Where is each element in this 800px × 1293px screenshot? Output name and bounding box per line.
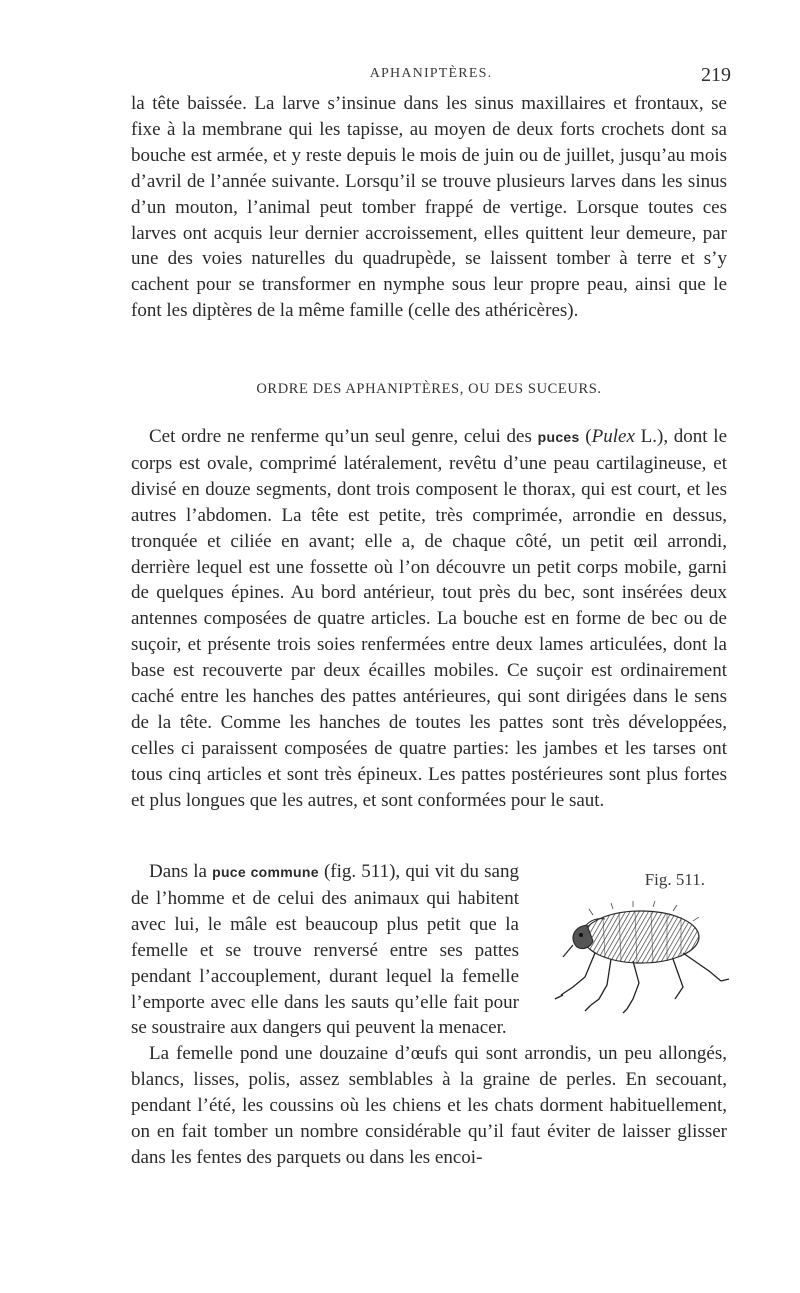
keyword-puces: puces [537,429,580,445]
paragraph-order-description [131,424,727,814]
flea-head [563,925,593,957]
paragraph-larva [131,91,727,324]
text-run: L.), dont le corps est ovale, comprimé latéralement, revêtu d’une peau cartilagineuse, et divisé en douze segments, dont trois composent le thorax, qui est court, et les autres l’abdomen. La tête est petite, très comprimée, arrondie en dessus, tronquée et ciliée en avant; elle a, de chaque côté, un petit œil arrondi, derrière lequel est une fossette où l’on découvre un petit corps mobile, garni de quelques épines. Au bord antérieur, tout près du bec, sont insérées deux antennes composées de quatre articles. La bouche est en forme de bec ou de suçoir, et présente trois soies renfermées entre deux lames articulées, dont la base est recouverte par deux écailles mobiles. Ce suçoir est ordinairement caché entre les hanches des pattes antérieures, qui sont dirigées dans le sens de la tête. Comme les hanches de toutes les pattes sont très développées, celles ci paraissent composées de quatre parties: les jambes et les tarses ont tous cinq articles et sont très épineux. Les pattes postérieures sont plus fortes et plus longues que les autres, et sont conformées pour le saut. [131,426,728,811]
page-number: 219 [701,64,731,86]
paragraph-eggs-text: La femelle pond une douzaine d’œufs qui sont arrondis, un peu allongés, blancs, lisses, polis, assez semblables à la graine de perles. En secouant, pendant l’été, les coussins où les chiens et les chats dorment habituellement, on en fait tomber un nombre considérable qu’il faut éviter de laisser glisser dans les fentes des parquets ou dans les encoi- [131,1043,727,1168]
text-run: (fig. 511), qui vit du sang de l’homme et de celui des animaux qui habitent avec lui, le mâle est beaucoup plus petit que la femelle et se trouve renversé entre ses pattes pendant l’accouplement, durant lequel la femelle l’emporte avec elle dans les sauts qu’elle fait pour se soustraire aux dangers qui peuvent la menacer. [131,861,519,1039]
text-run: ( [579,426,592,447]
genus-name: Pulex [591,426,635,447]
running-title: APHANIPTÈRES. [369,66,493,81]
figure-511 [533,865,735,1019]
paragraph-larva-text: la tête baissée. La larve s’insinue dans les sinus maxillaires et frontaux, se fixe à la membrane qui les tapisse, au moyen de deux forts crochets dont sa bouche est armée, et y reste depuis le mois de juin ou de juillet, jusqu’au mois d’avril de l’année suivante. Lorsqu’il se trouve plusieurs larves dans les sinus d’un mouton, l’animal peut tomber frappé de vertige. Lorsque toutes ces larves ont acquis leur dernier accroissement, elles quittent leur demeure, par une des voies naturelles du quadrupède, se laissent tomber à terre et s’y cachent pour se transformer en nymphe sous leur propre peau, ainsi que le font les diptères de la même famille (celle des athéricères). [131,93,727,322]
flea-illustration [533,895,733,1015]
keyword-puce-commune: puce commune [212,864,319,880]
figure-caption: Fig. 511. [644,870,705,889]
text-run: Dans la [149,861,213,882]
paragraph-order-text [131,424,727,814]
section-heading: ORDRE DES APHANIPTÈRES, OU DES SUCEURS. [256,381,602,397]
running-head [131,64,731,90]
text-run: Cet ordre ne renferme qu’un seul genre, celui des [149,426,538,447]
flea-body [583,911,699,963]
paragraph-common-flea [131,859,727,1171]
